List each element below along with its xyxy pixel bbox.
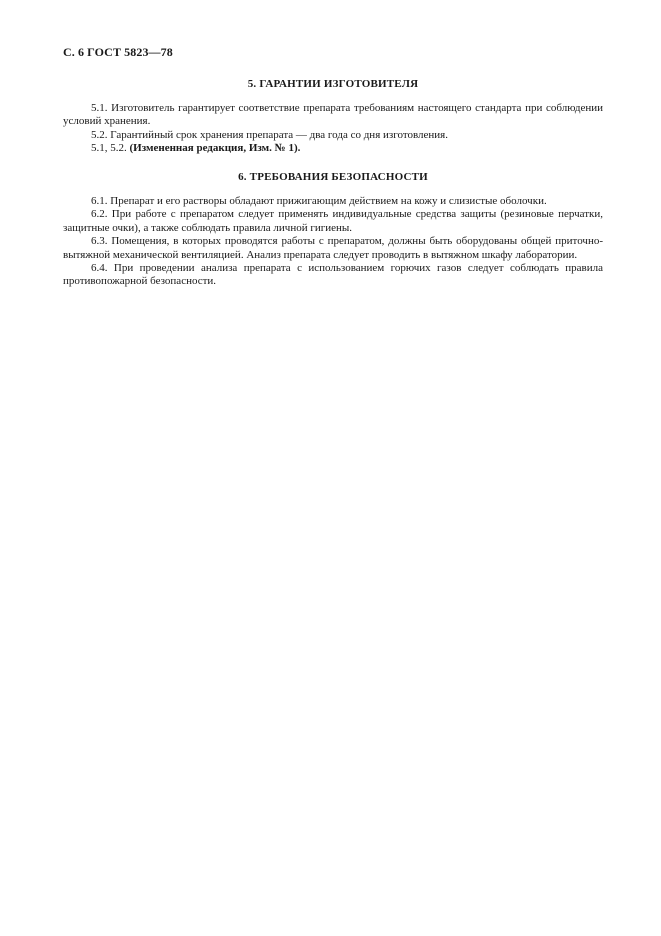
section-heading: 6. ТРЕБОВАНИЯ БЕЗОПАСНОСТИ bbox=[238, 171, 428, 183]
paragraph-6-3: 6.3. Помещения, в которых проводятся работы с препаратом, должны быть оборудованы общей приточно-вытяжной механической вентиляцией. Анализ препарата следует проводить в вытяжном шкафу лаборатории. bbox=[63, 235, 603, 261]
section-safety bbox=[63, 170, 603, 289]
running-head: С. 6 ГОСТ 5823—78 bbox=[63, 45, 173, 59]
paragraph-6-1: 6.1. Препарат и его растворы обладают прижигающим действием на кожу и слизистые оболочки. bbox=[91, 195, 547, 207]
amendment-text: (Измененная редакция, Изм. № 1). bbox=[129, 142, 301, 155]
paragraph-5-2: 5.2. Гарантийный срок хранения препарата — два года со дня изготовления. bbox=[91, 128, 448, 141]
section-warranty bbox=[63, 77, 603, 156]
paragraph-5-1: 5.1. Изготовитель гарантирует соответствие препарата требованиям настоящего стандарта при соблюдении условий хранения. bbox=[63, 102, 603, 128]
section-heading: 5. ГАРАНТИИ ИЗГОТОВИТЕЛЯ bbox=[247, 78, 419, 90]
paragraph-6-2: 6.2. При работе с препаратом следует применять индивидуальные средства защиты (резиновые перчатки, защитные очки), а также соблюдать правила личной гигиены. bbox=[63, 208, 603, 234]
paragraph-6-4: 6.4. При проведении анализа препарата с использованием горючих газов следует соблюдать правила противопожарной безопасности. bbox=[63, 262, 603, 288]
amendment-note bbox=[63, 142, 603, 155]
amendment-prefix: 5.1, 5.2. bbox=[91, 142, 127, 155]
